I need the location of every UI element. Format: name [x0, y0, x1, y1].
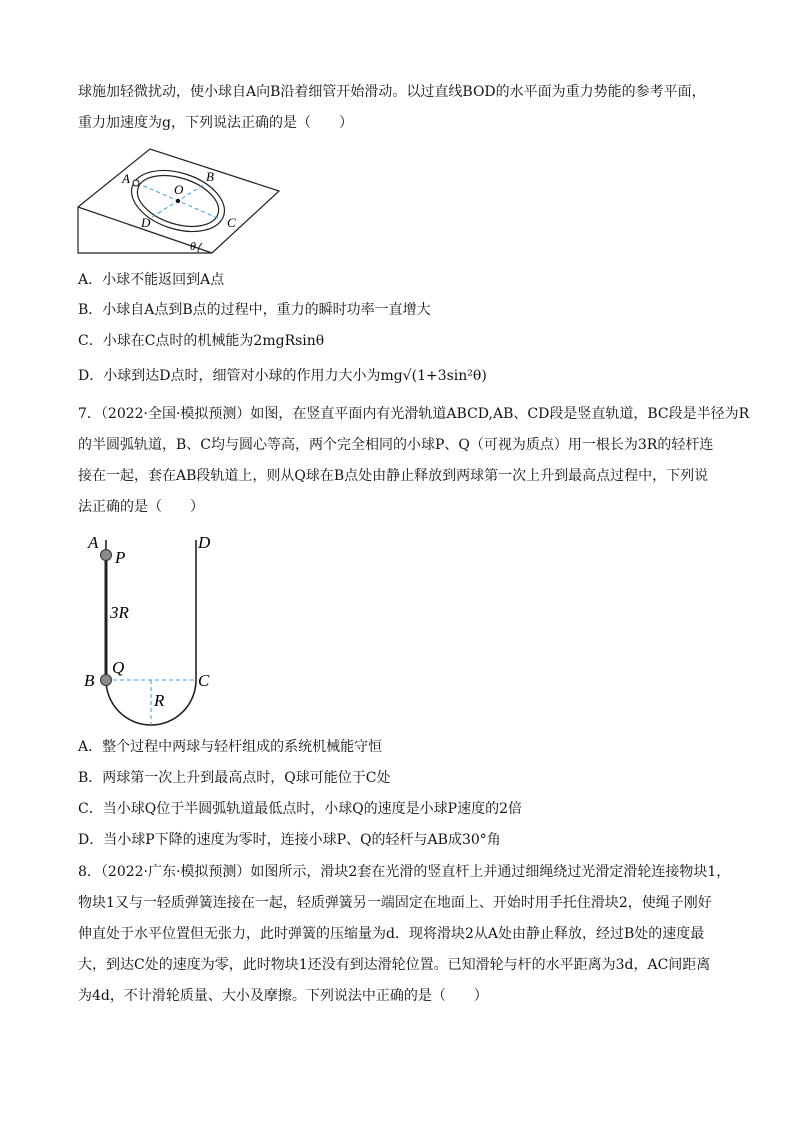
q8-stem-line2: 物块1又与一轻质弹簧连接在一起，轻质弹簧另一端固定在地面上、开始时用手托住滑块2，使绳子刚好	[78, 895, 712, 911]
q7-option-a: A．整个过程中两球与轻杆组成的系统机械能守恒	[78, 739, 383, 755]
q7-option-c: C．当小球Q位于半圆弧轨道最低点时，小球Q的速度是小球P速度的2倍	[78, 801, 522, 817]
q7-label-R: R	[154, 691, 165, 710]
q7-stem-line2: 的半圆弧轨道，B、C均与圆心等高，两个完全相同的小球P、Q（可视为质点）用一根长为3R的轻杆连	[78, 437, 714, 453]
q6-stem-line1: 球施加轻微扰动，使小球自A向B沿着细管开始滑动。以过直线BOD的水平面为重力势能的参考平面，	[78, 84, 706, 100]
q7-label-Q: Q	[112, 658, 125, 677]
q7-option-d: D．当小球P下降的速度为零时，连接小球P、Q的轻杆与AB成30°角	[78, 832, 501, 848]
q7-label-3R: 3R	[110, 603, 129, 622]
q6-label-D: D	[141, 215, 151, 230]
q7-label-C: C	[198, 671, 210, 690]
q6-option-c: C．小球在C点时的机械能为2mgRsinθ	[78, 333, 325, 349]
q6-label-A: A	[122, 171, 130, 186]
q6-option-a: A．小球不能返回到A点	[78, 272, 225, 288]
q8-stem-line4: 大，到达C处的速度为零，此时物块1还没有到达滑轮位置。已知滑轮与杆的水平距离为3d，AC间距离	[78, 957, 711, 973]
q6-label-C: C	[227, 215, 236, 230]
q7-option-b: B．两球第一次上升到最高点时，Q球可能位于C处	[78, 770, 391, 786]
q7-stem-line3: 接在一起，套在AB段轨道上，则从Q球在B点处由静止释放到两球第一次上升到最高点过程中，下列说	[78, 468, 709, 484]
q7-label-D: D	[198, 533, 211, 552]
q8-stem-line1: 8．（2022·广东·模拟预测）如图所示，滑块2套在光滑的竖直杆上并通过细绳绕过光滑定滑轮连接物块1，	[78, 864, 731, 880]
q6-option-b: B．小球自A点到B点的过程中，重力的瞬时功率一直增大	[78, 302, 431, 318]
q6-label-O: O	[174, 182, 184, 197]
q8-stem-line3: 伸直处于水平位置但无张力，此时弹簧的压缩量为d．现将滑块2从A处由静止释放，经过B处的速度最	[78, 926, 705, 942]
q6-stem-line2: 重力加速度为g，下列说法正确的是（ ）	[78, 115, 353, 131]
q7-label-A: A	[88, 533, 99, 552]
q7-stem-line1: 7．（2022·全国·模拟预测）如图，在竖直平面内有光滑轨道ABCD,AB、CD段是竖直轨道，BC段是半径为R	[78, 406, 750, 422]
q6-label-theta: θ	[190, 239, 196, 253]
q7-label-B: B	[84, 671, 95, 690]
q6-option-d: D．小球到达D点时，细管对小球的作用力大小为mg√(1+3sin²θ)	[78, 368, 487, 384]
q7-stem-line4: 法正确的是（ ）	[78, 499, 204, 515]
q6-label-B: B	[206, 169, 214, 184]
q7-track-figure	[84, 528, 224, 728]
q7-label-P: P	[115, 548, 126, 567]
q6-incline-figure	[74, 145, 284, 257]
q8-stem-line5: 为4d，不计滑轮质量、大小及摩擦。下列说法中正确的是（ ）	[78, 988, 488, 1004]
